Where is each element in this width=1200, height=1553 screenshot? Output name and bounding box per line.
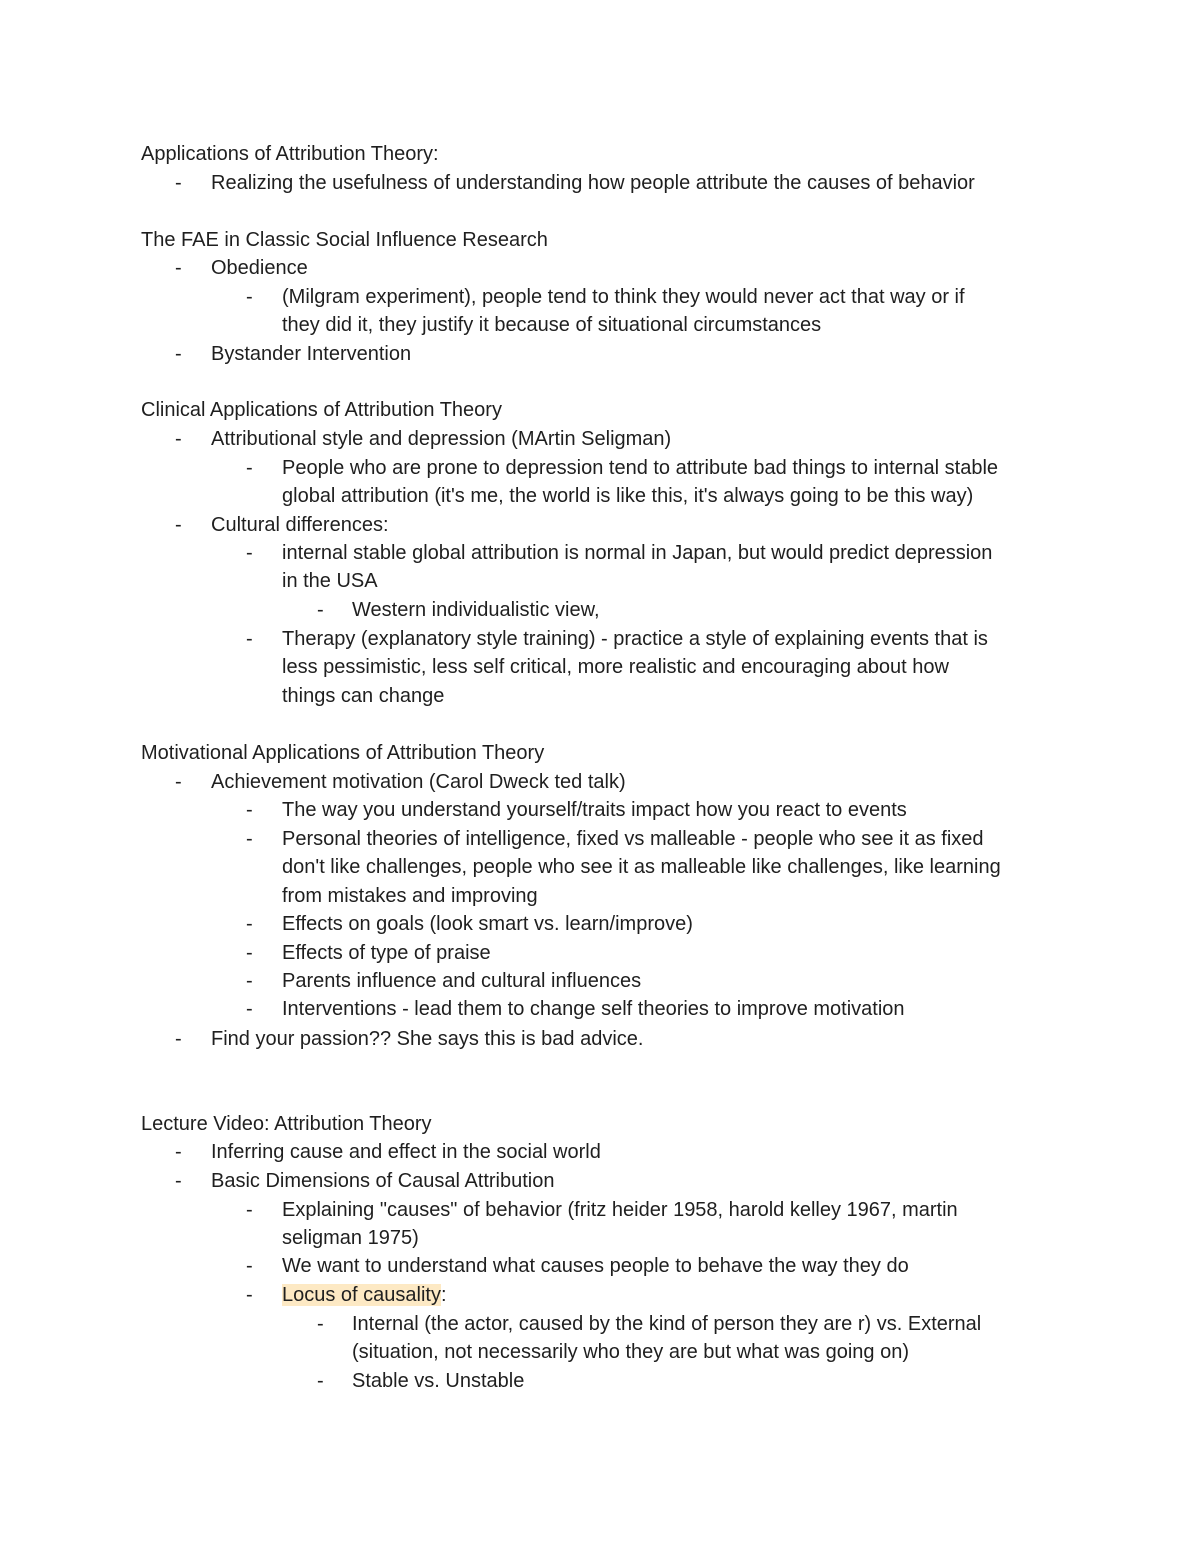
- bullet-dash: -: [175, 343, 182, 365]
- bullet-dash: -: [175, 257, 182, 279]
- list-item: Explaining "causes" of behavior (fritz heider 1958, harold kelley 1967, martin: [282, 1199, 958, 1221]
- list-item: Personal theories of intelligence, fixed vs malleable - people who see it as fixed: [282, 828, 984, 850]
- list-item: Inferring cause and effect in the social world: [211, 1141, 601, 1163]
- section-heading-lecture-video: Lecture Video: Attribution Theory: [141, 1113, 432, 1135]
- list-item: Cultural differences:: [211, 514, 389, 536]
- list-item: Western individualistic view,: [352, 599, 600, 621]
- bullet-dash: -: [246, 457, 253, 479]
- list-item: Effects on goals (look smart vs. learn/improve): [282, 913, 693, 935]
- list-item: Interventions - lead them to change self theories to improve motivation: [282, 998, 905, 1020]
- bullet-dash: -: [246, 1255, 253, 1277]
- list-item-continuation: they did it, they justify it because of situational circumstances: [282, 314, 822, 336]
- bullet-dash: -: [246, 1199, 253, 1221]
- list-item: People who are prone to depression tend to attribute bad things to internal stable: [282, 457, 999, 479]
- list-item-continuation: (situation, not necessarily who they are but what was going on): [352, 1341, 909, 1363]
- section-heading-motivational: Motivational Applications of Attribution Theory: [141, 742, 545, 764]
- highlight-suffix: :: [440, 1284, 447, 1306]
- bullet-dash: -: [175, 1170, 182, 1192]
- list-item-continuation: don't like challenges, people who see it as malleable like challenges, like learning: [282, 856, 1001, 878]
- bullet-dash: -: [317, 1370, 324, 1392]
- list-item: We want to understand what causes people to behave the way they do: [282, 1255, 909, 1277]
- bullet-dash: -: [175, 1141, 182, 1163]
- list-item: Find your passion?? She says this is bad advice.: [211, 1028, 644, 1050]
- section-heading-clinical: Clinical Applications of Attribution Theory: [141, 399, 502, 421]
- list-item: internal stable global attribution is normal in Japan, but would predict depression: [282, 542, 993, 564]
- bullet-dash: -: [246, 542, 253, 564]
- list-item-continuation: global attribution (it's me, the world is like this, it's always going to be this way): [282, 485, 974, 507]
- list-item: Realizing the usefulness of understanding how people attribute the causes of behavior: [211, 172, 975, 194]
- list-item: Achievement motivation (Carol Dweck ted talk): [211, 771, 626, 793]
- bullet-dash: -: [175, 771, 182, 793]
- highlighted-text: Locus of causality: [282, 1284, 441, 1306]
- bullet-dash: -: [246, 799, 253, 821]
- bullet-dash: -: [175, 514, 182, 536]
- section-heading-fae: The FAE in Classic Social Influence Research: [141, 229, 548, 251]
- list-item-continuation: things can change: [282, 685, 445, 707]
- bullet-dash: -: [246, 286, 253, 308]
- bullet-dash: -: [317, 1313, 324, 1335]
- list-item-continuation: in the USA: [282, 570, 378, 592]
- list-item: (Milgram experiment), people tend to think they would never act that way or if: [282, 286, 965, 308]
- bullet-dash: -: [175, 172, 182, 194]
- list-item: Parents influence and cultural influences: [282, 970, 642, 992]
- list-item: Attributional style and depression (MArtin Seligman): [211, 428, 672, 450]
- list-item: Stable vs. Unstable: [352, 1370, 525, 1392]
- list-item: Bystander Intervention: [211, 343, 412, 365]
- bullet-dash: -: [246, 828, 253, 850]
- bullet-dash: -: [246, 913, 253, 935]
- bullet-dash: -: [317, 599, 324, 621]
- list-item-continuation: seligman 1975): [282, 1227, 419, 1249]
- bullet-dash: -: [175, 428, 182, 450]
- list-item-continuation: from mistakes and improving: [282, 885, 538, 907]
- list-item: Basic Dimensions of Causal Attribution: [211, 1170, 555, 1192]
- list-item: Therapy (explanatory style training) - practice a style of explaining events that is: [282, 628, 988, 650]
- bullet-dash: -: [246, 1284, 253, 1306]
- list-item: Effects of type of praise: [282, 942, 491, 964]
- section-heading-applications: Applications of Attribution Theory:: [141, 143, 439, 165]
- bullet-dash: -: [246, 628, 253, 650]
- bullet-dash: -: [246, 998, 253, 1020]
- list-item: Obedience: [211, 257, 308, 279]
- list-item-continuation: less pessimistic, less self critical, more realistic and encouraging about how: [282, 656, 949, 678]
- bullet-dash: -: [175, 1028, 182, 1050]
- list-item-highlighted: [282, 1281, 447, 1309]
- list-item: Internal (the actor, caused by the kind of person they are r) vs. External: [352, 1313, 982, 1335]
- bullet-dash: -: [246, 942, 253, 964]
- list-item: The way you understand yourself/traits impact how you react to events: [282, 799, 907, 821]
- bullet-dash: -: [246, 970, 253, 992]
